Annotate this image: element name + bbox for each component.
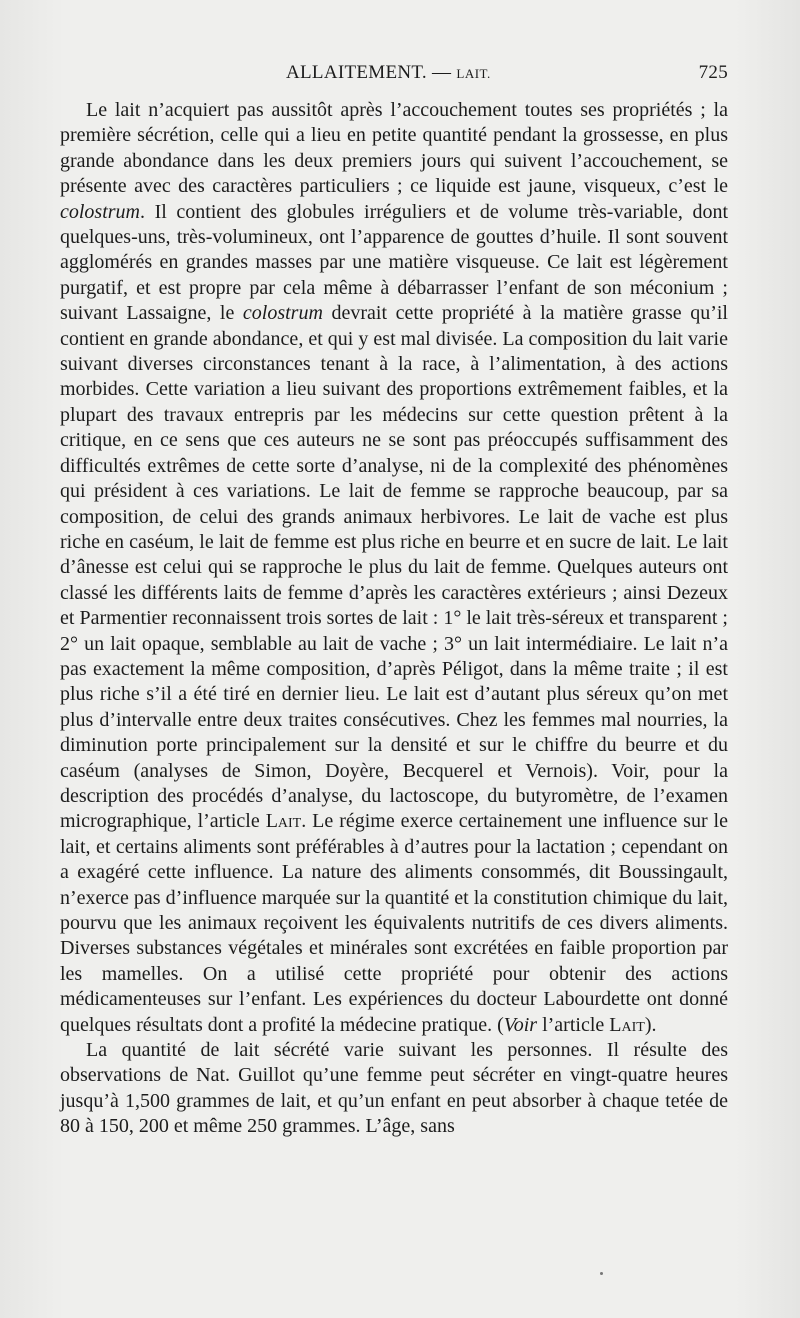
text-run: . Le régime exerce certainement une influence sur le lait, et certains aliments sont préférables à d’autres pour la lactation ; cependant on a exagéré cette influence. La nature des aliments consommés, dit Boussingault, n’exerce pas d’influence marquée sur la quantité et la constitution chimique du lait, pourvu que les animaux reçoivent les équivalents nutritifs de ces divers aliments. Diverses substances végétales et minérales sont excrétées en faible proportion par les mamelles. On a utilisé cette propriété pour obtenir des actions médicamenteuses sur l’enfant. Les expériences du docteur Labourdette ont donné quelques résultats dont a profité la médecine pratique. ( <box>60 810 728 1036</box>
paragraph <box>60 98 728 1038</box>
italic-run: colostrum <box>242 302 323 325</box>
body-text <box>60 98 728 1140</box>
paragraph <box>60 1038 728 1140</box>
print-speck <box>600 1272 603 1275</box>
text-run: La quantité de lait sécrété varie suivant les personnes. Il résulte des observations de Nat. Guillot qu’une femme peut sécréter en vingt-quatre heures jusqu’à 1,500 grammes de lait, et qu’un enfant en peut absorber à chaque tetée de 80 à 150, 200 et même 250 grammes. L’âge, sans <box>60 1039 728 1138</box>
small-caps-run: Lait <box>609 1013 645 1036</box>
page-header <box>60 62 728 88</box>
text-run: . Il contient des globules irréguliers et de volume très-variable, dont quelques-uns, très-volumineux, ont l’apparence de gouttes d’huile. Il sont souvent agglomérés en grandes masses par une matière visqueuse. Ce lait est légèrement purgatif, et est propre par cela même à débarrasser l’enfant de son méconium ; suivant Lassaigne, le <box>60 200 728 325</box>
running-title <box>286 62 491 84</box>
italic-run: colostrum <box>60 200 140 223</box>
running-title-sub: LAIT. <box>456 66 491 81</box>
text-run: devrait cette propriété à la matière grasse qu’il contient en grande abondance, et qui y est mal divisée. La composition du lait varie suivant diverses circonstances tenant à la race, à l’alimentation, à des actions morbides. Cette variation a lieu suivant des proportions extrêmement faibles, et la plupart des travaux entrepris par les médecins sur cette question prêtent à la critique, en ce sens que ces auteurs ne se sont pas préoccupés suffisamment des difficultés extrêmes de cette sorte d’analyse, ni de la complexité des phénomènes qui président à ces variations. Le lait de femme se rapproche beaucoup, par sa composition, de celui des grands animaux herbivores. Le lait de vache est plus riche en caséum, le lait de femme est plus riche en beurre et en sucre de lait. Le lait d’ânesse est celui qui se rapproche le plus du lait de femme. Quelques auteurs ont classé les différents laits de femme d’après les caractères extérieurs ; ainsi Dezeux et Parmentier reconnaissent trois sortes de lait : 1° le lait très-séreux et transparent ; 2° un lait opaque, semblable au lait de vache ; 3° un lait intermédiaire. Le lait n’a pas exactement la même composition, d’après Péligot, dans la même traite ; il est plus riche s’il a été tiré en dernier lieu. Le lait est d’autant plus séreux qu’on met plus d’intervalle entre deux traites consécutives. Chez les femmes mal nourries, la diminution porte principalement sur la densité et sur le chiffre du beurre et du caséum (analyses de Simon, Doyère, Becquerel et Vernois). Voir, pour la description des procédés d’analyse, du lactoscope, du butyromètre, de l’examen micrographique, l’article <box>60 302 728 833</box>
italic-run: Voir <box>503 1013 538 1036</box>
running-title-main: ALLAITEMENT. — <box>286 62 457 83</box>
text-run: Le lait n’acquiert pas aussitôt après l’accouchement toutes ses propriétés ; la première sécrétion, celle qui a lieu en petite quantité pendant la grossesse, en plus grande abondance dans les deux premiers jours qui suivent l’accouchement, se présente avec des caractères particuliers ; ce liquide est jaune, visqueux, c’est le <box>60 99 728 198</box>
page-number: 725 <box>698 62 728 83</box>
small-caps-run: Lait <box>265 810 302 833</box>
text-run: ). <box>644 1013 657 1036</box>
text-run: l’article <box>537 1013 610 1036</box>
